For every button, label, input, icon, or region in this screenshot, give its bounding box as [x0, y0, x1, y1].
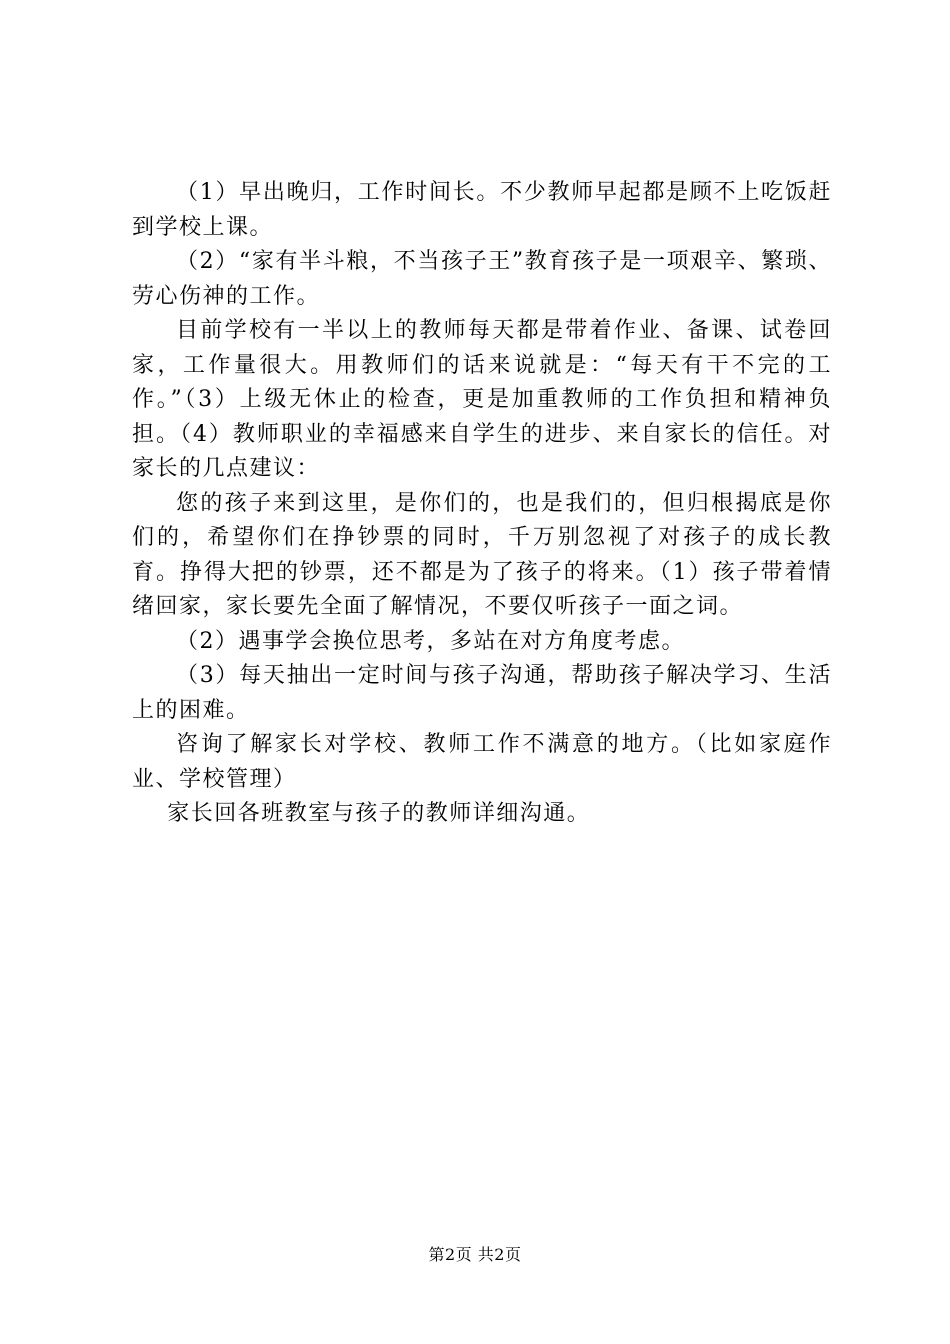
paragraph-3: 目前学校有一半以上的教师每天都是带着作业、备课、试卷回家，工作量很大。用教师们的话来说就是：“每天有干不完的工作。”（3）上级无休止的检查，更是加重教师的工作负担和精神负担。（4）教师职业的幸福感来自学生的进步、来自家长的信任。对家长的几点建议：	[132, 318, 832, 481]
paragraph-1: （1）早出晚归，工作时间长。不少教师早起都是顾不上吃饭赶到学校上课。	[132, 180, 832, 240]
paragraph-6: （3）每天抽出一定时间与孩子沟通，帮助孩子解决学习、生活上的困难。	[132, 663, 832, 723]
paragraph-8: 家长回各班教室与孩子的教师详细沟通。	[167, 801, 591, 826]
paragraph-2: （2）“家有半斗粮，不当孩子王”教育孩子是一项艰辛、繁琐、劳心伤神的工作。	[132, 249, 832, 309]
paragraph-7: 咨询了解家长对学校、教师工作不满意的地方。（比如家庭作业、学校管理）	[132, 732, 832, 792]
paragraph-4: 您的孩子来到这里，是你们的，也是我们的，但归根揭底是你们的，希望你们在挣钞票的同时，千万别忽视了对孩子的成长教育。挣得大把的钞票，还不都是为了孩子的将来。（1）孩子带着情绪回家，家长要先全面了解情况，不要仅听孩子一面之词。	[132, 490, 832, 619]
page-number-footer: 第2页 共2页	[428, 1245, 522, 1264]
paragraph-5: （2）遇事学会换位思考，多站在对方角度考虑。	[176, 628, 685, 654]
body-text	[132, 176, 832, 832]
